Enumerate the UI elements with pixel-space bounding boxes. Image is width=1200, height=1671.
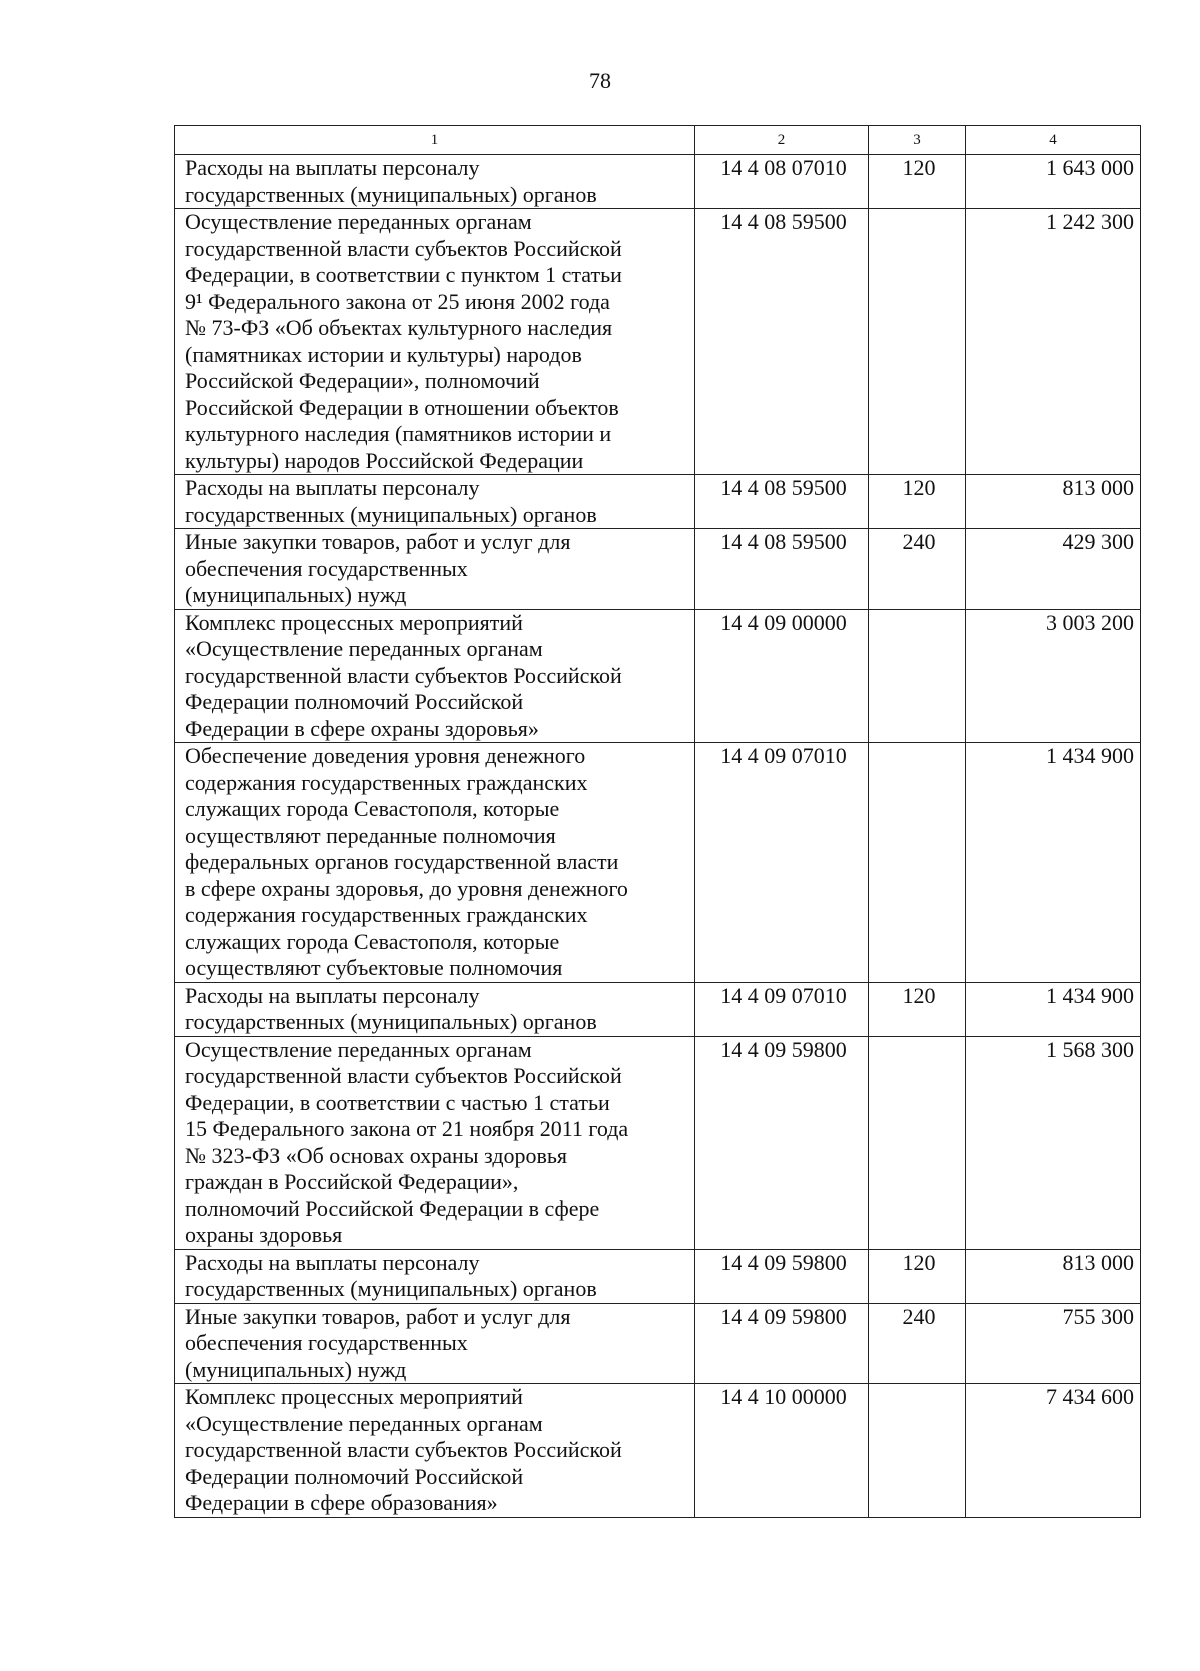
row-name: Расходы на выплаты персоналу государственных (муниципальных) органов — [185, 982, 597, 1034]
row-code: 14 4 09 00000 — [695, 609, 869, 743]
row-amount: 3 003 200 — [966, 609, 1141, 743]
budget-table — [174, 125, 1141, 1518]
row-amount: 813 000 — [966, 475, 1141, 529]
table-row — [175, 209, 1141, 475]
table-row — [175, 743, 1141, 983]
row-name-cell — [175, 155, 695, 209]
row-type — [869, 743, 966, 983]
row-name: Осуществление переданных органам государственной власти субъектов Российской Федерации, в соответствии с пунктом 1 статьи 9¹ Федерального закона от 25 июня 2002 года № 73-ФЗ «Об объектах культурного наследия (памятниках истории и культуры) народов Российской Федерации», полномочий Российской Федерации в отношении объектов культурного наследия (памятников истории и культуры) народов Российской Федерации — [185, 209, 622, 473]
row-amount: 1 242 300 — [966, 209, 1141, 475]
row-amount: 1 434 900 — [966, 982, 1141, 1036]
row-name: Осуществление переданных органам государственной власти субъектов Российской Федерации, в соответствии с частью 1 статьи 15 Федерального закона от 21 ноября 2011 года № 323-ФЗ «Об основах охраны здоровья граждан в Российской Федерации», полномочий Российской Федерации в сфере охраны здоровья — [185, 1036, 629, 1247]
row-code: 14 4 09 07010 — [695, 982, 869, 1036]
row-name-cell — [175, 475, 695, 529]
row-name-cell — [175, 1036, 695, 1249]
row-name: Иные закупки товаров, работ и услуг для обеспечения государственных (муниципальных) нужд — [185, 1303, 571, 1382]
row-type: 120 — [869, 475, 966, 529]
page-number: 78 — [589, 68, 611, 93]
row-name: Расходы на выплаты персоналу государственных (муниципальных) органов — [185, 1249, 597, 1301]
row-amount: 1 434 900 — [966, 743, 1141, 983]
row-name: Иные закупки товаров, работ и услуг для обеспечения государственных (муниципальных) нужд — [185, 529, 571, 607]
row-type — [869, 609, 966, 743]
column-header-1: 1 — [175, 126, 695, 155]
column-header-2: 2 — [695, 126, 869, 155]
row-type — [869, 209, 966, 475]
row-name-cell — [175, 609, 695, 743]
table-row — [175, 475, 1141, 529]
row-name-cell — [175, 529, 695, 610]
row-name-cell — [175, 743, 695, 983]
row-name: Расходы на выплаты персоналу государственных (муниципальных) органов — [185, 155, 597, 207]
row-name: Комплекс процессных мероприятий «Осуществление переданных органам государственной власти субъектов Российской Федерации полномочий Российской Федерации в сфере образования» — [185, 1384, 622, 1515]
row-name: Расходы на выплаты персоналу государственных (муниципальных) органов — [185, 475, 597, 527]
row-amount: 1 643 000 — [966, 155, 1141, 209]
row-code: 14 4 09 59800 — [695, 1036, 869, 1249]
row-type: 120 — [869, 1249, 966, 1303]
row-code: 14 4 08 59500 — [695, 475, 869, 529]
row-code: 14 4 09 59800 — [695, 1249, 869, 1303]
table-row — [175, 1303, 1141, 1384]
column-header-3: 3 — [869, 126, 966, 155]
row-name: Комплекс процессных мероприятий «Осуществление переданных органам государственной власти субъектов Российской Федерации полномочий Российской Федерации в сфере охраны здоровья» — [185, 609, 622, 741]
header-row — [175, 126, 1141, 155]
row-code: 14 4 08 59500 — [695, 209, 869, 475]
table-row — [175, 609, 1141, 743]
row-amount: 755 300 — [966, 1303, 1141, 1384]
row-amount: 1 568 300 — [966, 1036, 1141, 1249]
row-type: 240 — [869, 529, 966, 610]
table-row — [175, 1384, 1141, 1518]
column-header-4: 4 — [966, 126, 1141, 155]
row-code: 14 4 09 59800 — [695, 1303, 869, 1384]
row-name-cell — [175, 982, 695, 1036]
row-type — [869, 1384, 966, 1518]
row-code: 14 4 10 00000 — [695, 1384, 869, 1518]
row-code: 14 4 08 07010 — [695, 155, 869, 209]
table-row — [175, 155, 1141, 209]
table-row — [175, 1036, 1141, 1249]
row-amount: 813 000 — [966, 1249, 1141, 1303]
row-type — [869, 1036, 966, 1249]
row-name-cell — [175, 1303, 695, 1384]
row-name-cell — [175, 1384, 695, 1518]
row-amount: 7 434 600 — [966, 1384, 1141, 1518]
row-type: 120 — [869, 155, 966, 209]
row-type: 120 — [869, 982, 966, 1036]
row-name: Обеспечение доведения уровня денежного содержания государственных гражданских служащих города Севастополя, которые осуществляют переданные полномочия федеральных органов государственной власти в сфере охраны здоровья, до уровня денежного содержания государственных гражданских служащих города Севастополя, которые осуществляют субъектовые полномочия — [185, 743, 628, 980]
row-type: 240 — [869, 1303, 966, 1384]
table-row — [175, 1249, 1141, 1303]
row-name-cell — [175, 209, 695, 475]
row-amount: 429 300 — [966, 529, 1141, 610]
row-code: 14 4 08 59500 — [695, 529, 869, 610]
row-code: 14 4 09 07010 — [695, 743, 869, 983]
table-row — [175, 982, 1141, 1036]
row-name-cell — [175, 1249, 695, 1303]
table-row — [175, 529, 1141, 610]
